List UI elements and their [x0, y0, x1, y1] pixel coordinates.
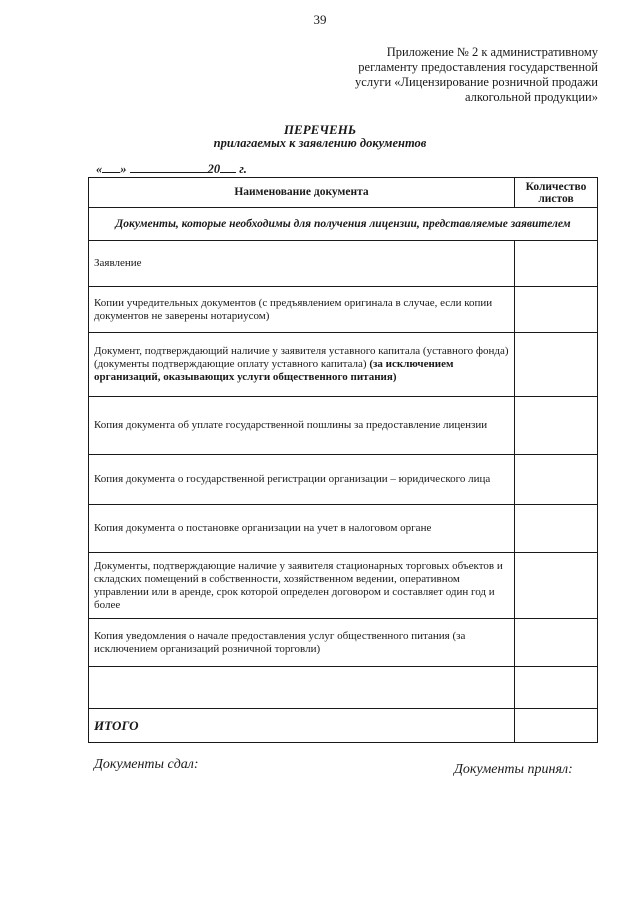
sheet-count-cell	[515, 287, 598, 333]
section-row	[89, 208, 598, 241]
appendix-header	[298, 45, 598, 105]
sheet-count-cell	[515, 397, 598, 455]
document-name-cell: Копия уведомления о начале предоставления услуг общественного питания (за исключением организаций розничной торговли)	[89, 619, 515, 667]
table-header-row	[89, 178, 598, 208]
documents-table	[88, 177, 598, 743]
year-suffix: г.	[239, 162, 247, 176]
document-name-cell: Копия документа о постановке организации на учет в налоговом органе	[89, 505, 515, 553]
sheet-count-cell	[515, 455, 598, 505]
document-name-exception: (за исключением организаций, оказывающих услуги общественного питания)	[94, 358, 454, 383]
total-row	[89, 709, 598, 743]
document-name-cell: Копии учредительных документов (с предъявлением оригинала в случае, если копии документов не заверены нотариусом)	[89, 287, 515, 333]
document-name-cell: Копия документа о государственной регистрации организации – юридического лица	[89, 455, 515, 505]
table-row	[89, 455, 598, 505]
total-count-cell	[515, 709, 598, 743]
sheet-count-cell	[515, 333, 598, 397]
table-row	[89, 553, 598, 619]
documents-submitted-label: Документы сдал:	[94, 757, 199, 772]
table-row	[89, 619, 598, 667]
table-row	[89, 397, 598, 455]
month-blank	[130, 161, 208, 173]
date-close-quote: »	[120, 162, 127, 176]
total-label: ИТОГО	[89, 709, 515, 743]
documents-received-label: Документы принял:	[454, 762, 573, 777]
table-row	[89, 241, 598, 287]
document-name-text: Документ, подтверждающий наличие у заявителя уставного капитала (уставного фонда) (документы подтверждающие оплату уставного капитала)	[94, 345, 509, 370]
document-subtitle: прилагаемых к заявлению документов	[213, 136, 427, 150]
table-row	[89, 333, 598, 397]
sheet-count-cell	[515, 505, 598, 553]
table-row	[89, 505, 598, 553]
sheet-count-cell	[515, 553, 598, 619]
document-name-cell: Заявление	[89, 241, 515, 287]
date-line	[96, 161, 247, 177]
document-name-cell	[89, 333, 515, 397]
appendix-line: Приложение № 2 к административному	[386, 45, 598, 59]
sheet-count-cell	[515, 619, 598, 667]
column-header-count: Количество листов	[515, 178, 598, 208]
document-name-cell: Документы, подтверждающие наличие у заявителя стационарных торговых объектов и складских помещений в собственности, хозяйственном ведении, оперативном управлении или в аренде, срок которой определен договором и составляет один год и более	[89, 553, 515, 619]
sheet-count-cell	[515, 667, 598, 709]
appendix-line: регламенту предоставления государственной	[358, 60, 598, 74]
sheet-count-cell	[515, 241, 598, 287]
document-name-cell	[89, 667, 515, 709]
column-header-name: Наименование документа	[89, 178, 515, 208]
day-blank	[102, 161, 120, 173]
document-title: ПЕРЕЧЕНЬ	[283, 122, 357, 137]
appendix-line: алкогольной продукции»	[464, 90, 598, 104]
section-title: Документы, которые необходимы для получения лицензии, представляемые заявителем	[89, 208, 598, 241]
page-number: 39	[313, 12, 327, 27]
year-prefix: 20	[207, 162, 221, 176]
document-name-cell: Копия документа об уплате государственной пошлины за предоставление лицензии	[89, 397, 515, 455]
table-row	[89, 287, 598, 333]
date-open-quote: «	[96, 162, 103, 176]
appendix-line: услуги «Лицензирование розничной продажи	[355, 75, 598, 89]
year-blank	[220, 161, 236, 173]
empty-table-row	[89, 667, 598, 709]
